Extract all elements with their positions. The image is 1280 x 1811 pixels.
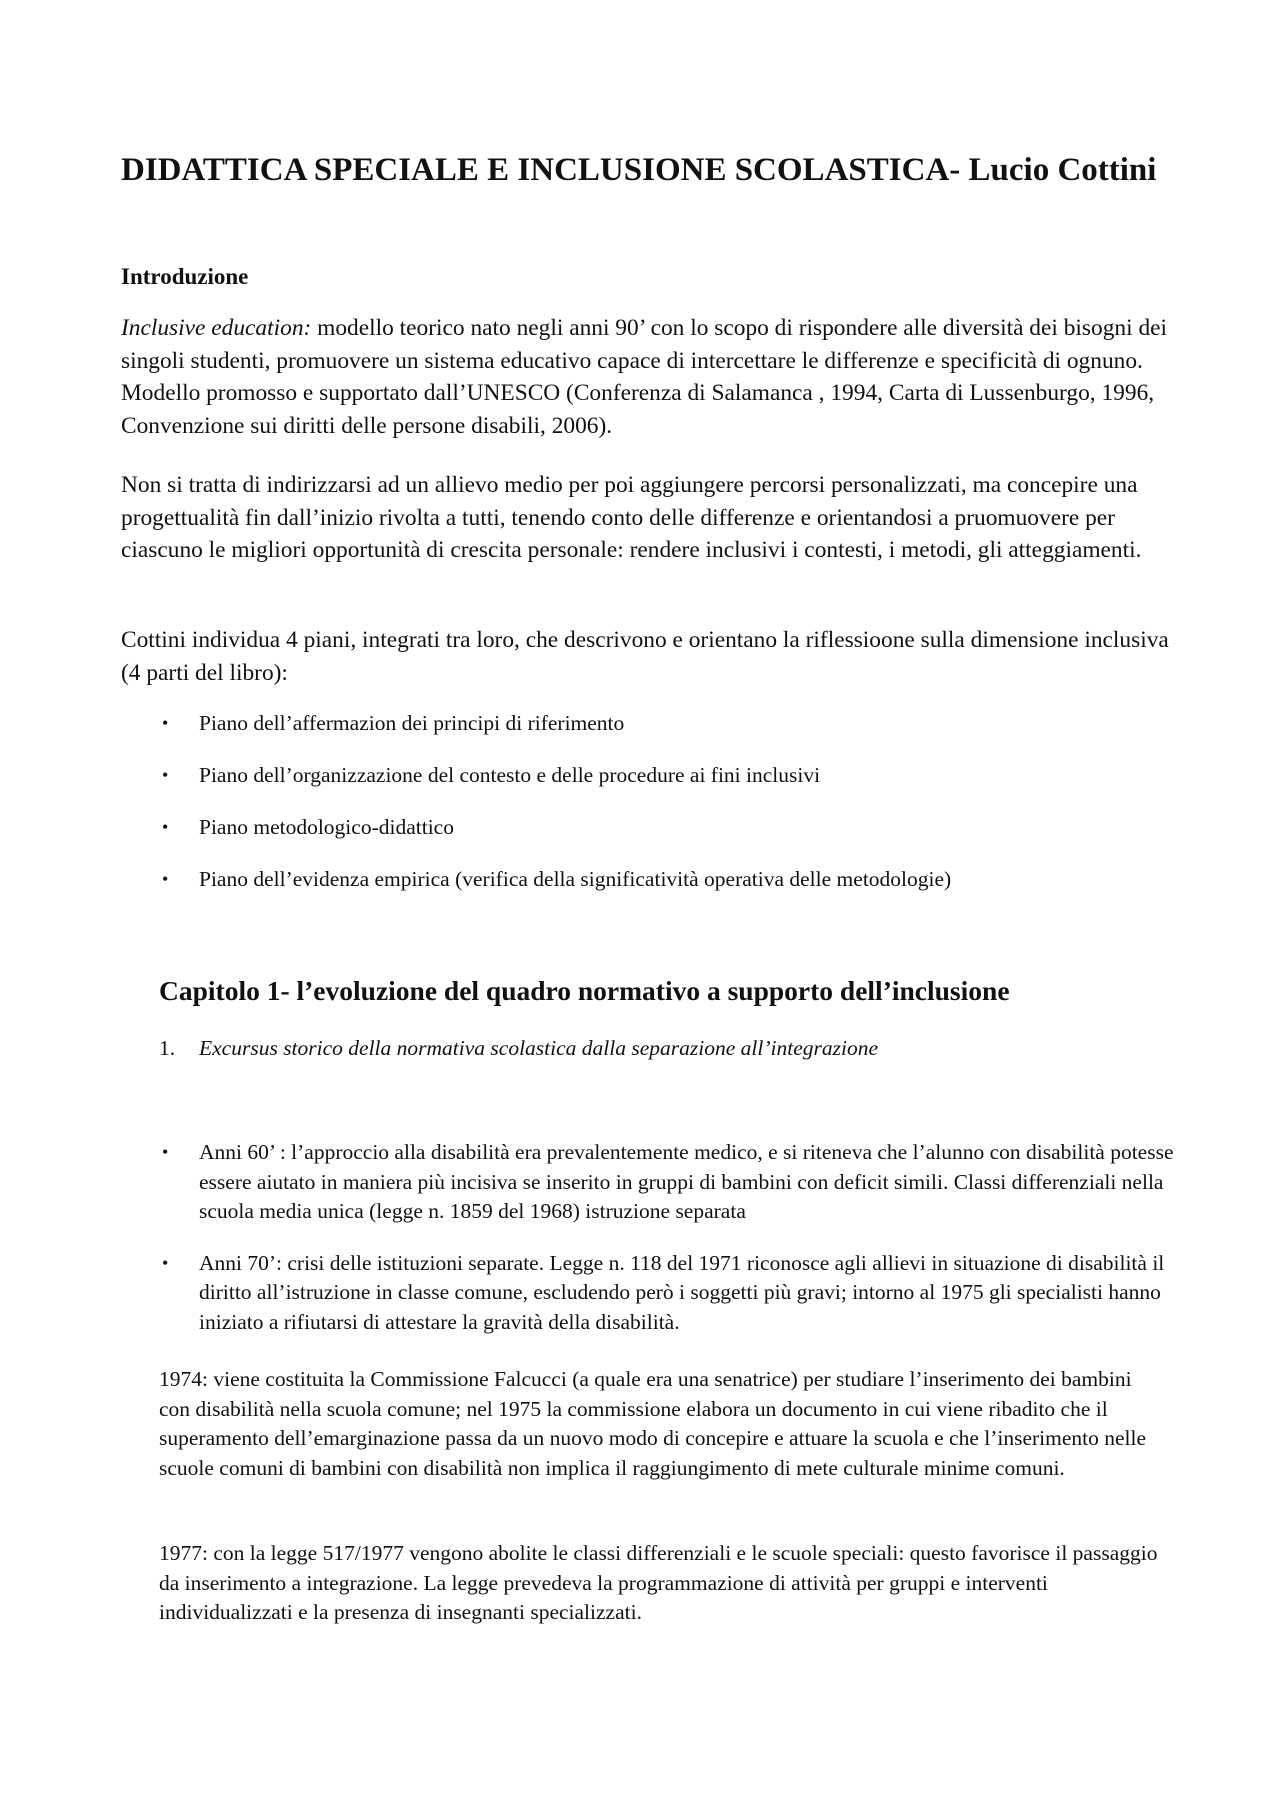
list-item bbox=[121, 864, 1181, 916]
paragraph-1977: 1977: con la legge 517/1977 vengono abolite le classi differenziali e le scuole speciali: questo favorisce il passaggio da inserimento a integrazione. La legge prevedeva la programmazione di attività per gruppi e interventi individualizzati e la presenza di insegnanti specializzati. bbox=[159, 1541, 1158, 1624]
section-number: 1. bbox=[159, 1036, 176, 1060]
bullet-icon: • bbox=[162, 713, 169, 733]
bullet-icon: • bbox=[162, 869, 169, 889]
chapter-heading: Capitolo 1- l’evoluzione del quadro normativo a supporto dell’inclusione bbox=[159, 975, 1010, 1006]
intro-paragraph-1-text: modello teorico nato negli anni 90’ con lo scopo di rispondere alle diversità dei bisogni dei singoli studenti, promuovere un sistema educativo capace di intercettare le differenze e specificità di ognuno. Modello promosso e supportato dall’UNESCO (Conferenza di Salamanca , 1994, Carta di Lussenburgo, 1996, Convenzione sui diritti delle persone disabili, 2006). bbox=[121, 315, 1168, 439]
intro-paragraph-2: Non si tratta di indirizzarsi ad un allievo medio per poi aggiungere percorsi personalizzati, ma concepire una progettualità fin dall’inizio rivolta a tutti, tenendo conto delle differenze e orientandosi a pruomuovere per ciascuno le migliori opportunità di crescita personale: rendere inclusivi i contesti, i metodi, gli atteggiamenti. bbox=[121, 472, 1142, 563]
list-item bbox=[121, 1249, 1181, 1338]
section-title: Excursus storico della normativa scolastica dalla separazione all’integrazione bbox=[199, 1036, 878, 1060]
list-item-text: Anni 70’: crisi delle istituzioni separate. Legge n. 118 del 1971 riconosce agli allievi in situazione di disabilità il diritto all’istruzione in classe comune, escludendo però i soggetti più gravi; intorno al 1975 gli specialisti hanno iniziato a rifiutarsi di attestare la gravità della disabilità. bbox=[199, 1250, 1165, 1334]
list-item-text: Piano metodologico-didattico bbox=[199, 815, 454, 839]
bullet-icon: • bbox=[162, 817, 169, 837]
list-item-text: Piano dell’evidenza empirica (verifica della significatività operativa delle metodologie) bbox=[199, 867, 952, 891]
paragraph-1974: 1974: viene costituita la Commissione Falcucci (a quale era una senatrice) per studiare l’inserimento dei bambini con disabilità nella scuola comune; nel 1975 la commissione elabora un documento in cui viene ribadito che il superamento dell’emarginazione passa da un nuovo modo di concepire e attuare la scuola e che l’inserimento nelle scuole comuni di bambini con disabilità non implica il raggiungimento di mete culturale minime comuni. bbox=[159, 1367, 1147, 1480]
list-item bbox=[121, 760, 1181, 812]
bullet-icon: • bbox=[162, 765, 169, 785]
periods-list bbox=[121, 1138, 1181, 1337]
intro-heading: Introduzione bbox=[121, 264, 249, 289]
piani-list bbox=[121, 708, 1181, 916]
list-item bbox=[121, 812, 1181, 864]
list-item-text: Anni 60’ : l’approccio alla disabilità era prevalentemente medico, e si riteneva che l’alunno con disabilità potesse essere aiutato in maniera più incisiva se inserito in gruppi di bambini con deficit simili. Classi differenziali nella scuola media unica (legge n. 1859 del 1968) istruzione separata bbox=[199, 1140, 1174, 1223]
list-item bbox=[121, 1138, 1181, 1227]
bullet-icon: • bbox=[162, 1252, 169, 1273]
intro-paragraph-3: Cottini individua 4 piani, integrati tra loro, che descrivono e orientano la riflessioone sulla dimensione inclusiva (4 parti del libro): bbox=[121, 627, 1169, 686]
intro-paragraph-1 bbox=[121, 312, 1181, 442]
section-heading bbox=[159, 1033, 878, 1063]
list-item-text: Piano dell’affermazion dei principi di riferimento bbox=[199, 711, 625, 735]
list-item bbox=[121, 708, 1181, 760]
bullet-icon: • bbox=[162, 1142, 169, 1162]
intro-term: Inclusive education: bbox=[121, 315, 312, 341]
document-title: DIDATTICA SPECIALE E INCLUSIONE SCOLASTICA- Lucio Cottini bbox=[121, 152, 1157, 188]
list-item-text: Piano dell’organizzazione del contesto e delle procedure ai fini inclusivi bbox=[199, 763, 821, 787]
